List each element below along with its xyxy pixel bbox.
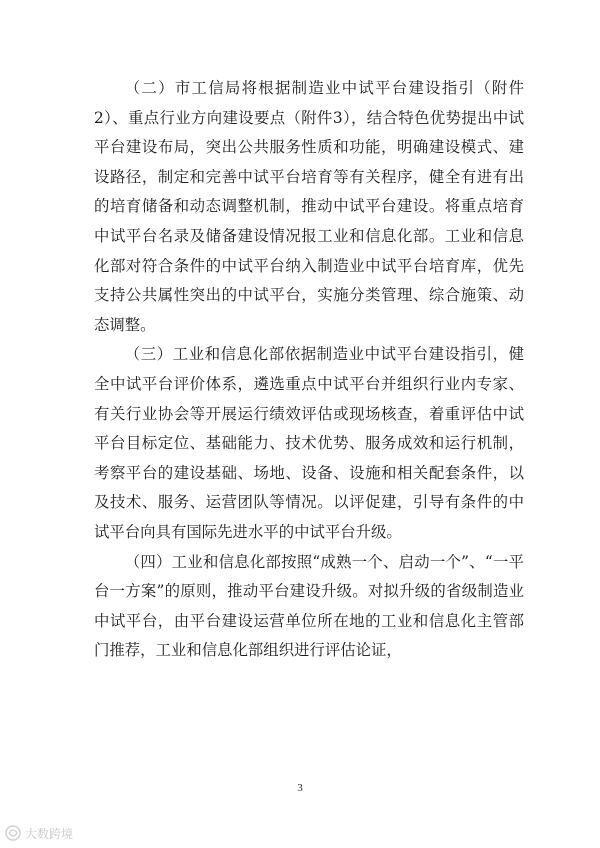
- watermark-text: 大数跨境: [25, 826, 74, 841]
- watermark-logo-icon: [4, 824, 22, 842]
- watermark: [4, 822, 73, 844]
- page-number: 3: [297, 782, 303, 794]
- paragraph-3: （三）工业和信息化部依据制造业中试平台建设指引，健全中试平台评价体系，遴选重点中试平台并组织行业内专家、有关行业协会等开展运行绩效评估或现场核查，着重评估中试平台目标定位、基础能力、技术优势、服务成效和运行机制，考察平台的建设基础、场地、设备、设施和相关配套条件，以及技术、服务、运营团队等情况。以评促建，引导有条件的中试平台向具有国际先进水平的中试平台升级。: [94, 345, 524, 541]
- document-body: [94, 74, 524, 666]
- paragraph-2: （二）市工信局将根据制造业中试平台建设指引（附件2）、重点行业方向建设要点（附件3），结合特色优势提出中试平台建设布局，突出公共服务性质和功能，明确建设模式、建设路径，制定和完善中试平台培育等有关程序，健全有进有出的培育储备和动态调整机制，推动中试平台建设。将重点培育中试平台名录及储备建设情况报工业和信息化部。工业和信息化部对符合条件的中试平台纳入制造业中试平台培育库，优先支持公共属性突出的中试平台，实施分类管理、综合施策、动态调整。: [94, 79, 524, 334]
- paragraph-4: （四）工业和信息化部按照“成熟一个、启动一个”、“一平台一方案”的原则，推动平台建设升级。对拟升级的省级制造业中试平台，由平台建设运营单位所在地的工业和信息化主管部门推荐，工业和信息化部组织进行评估论证，: [94, 552, 524, 660]
